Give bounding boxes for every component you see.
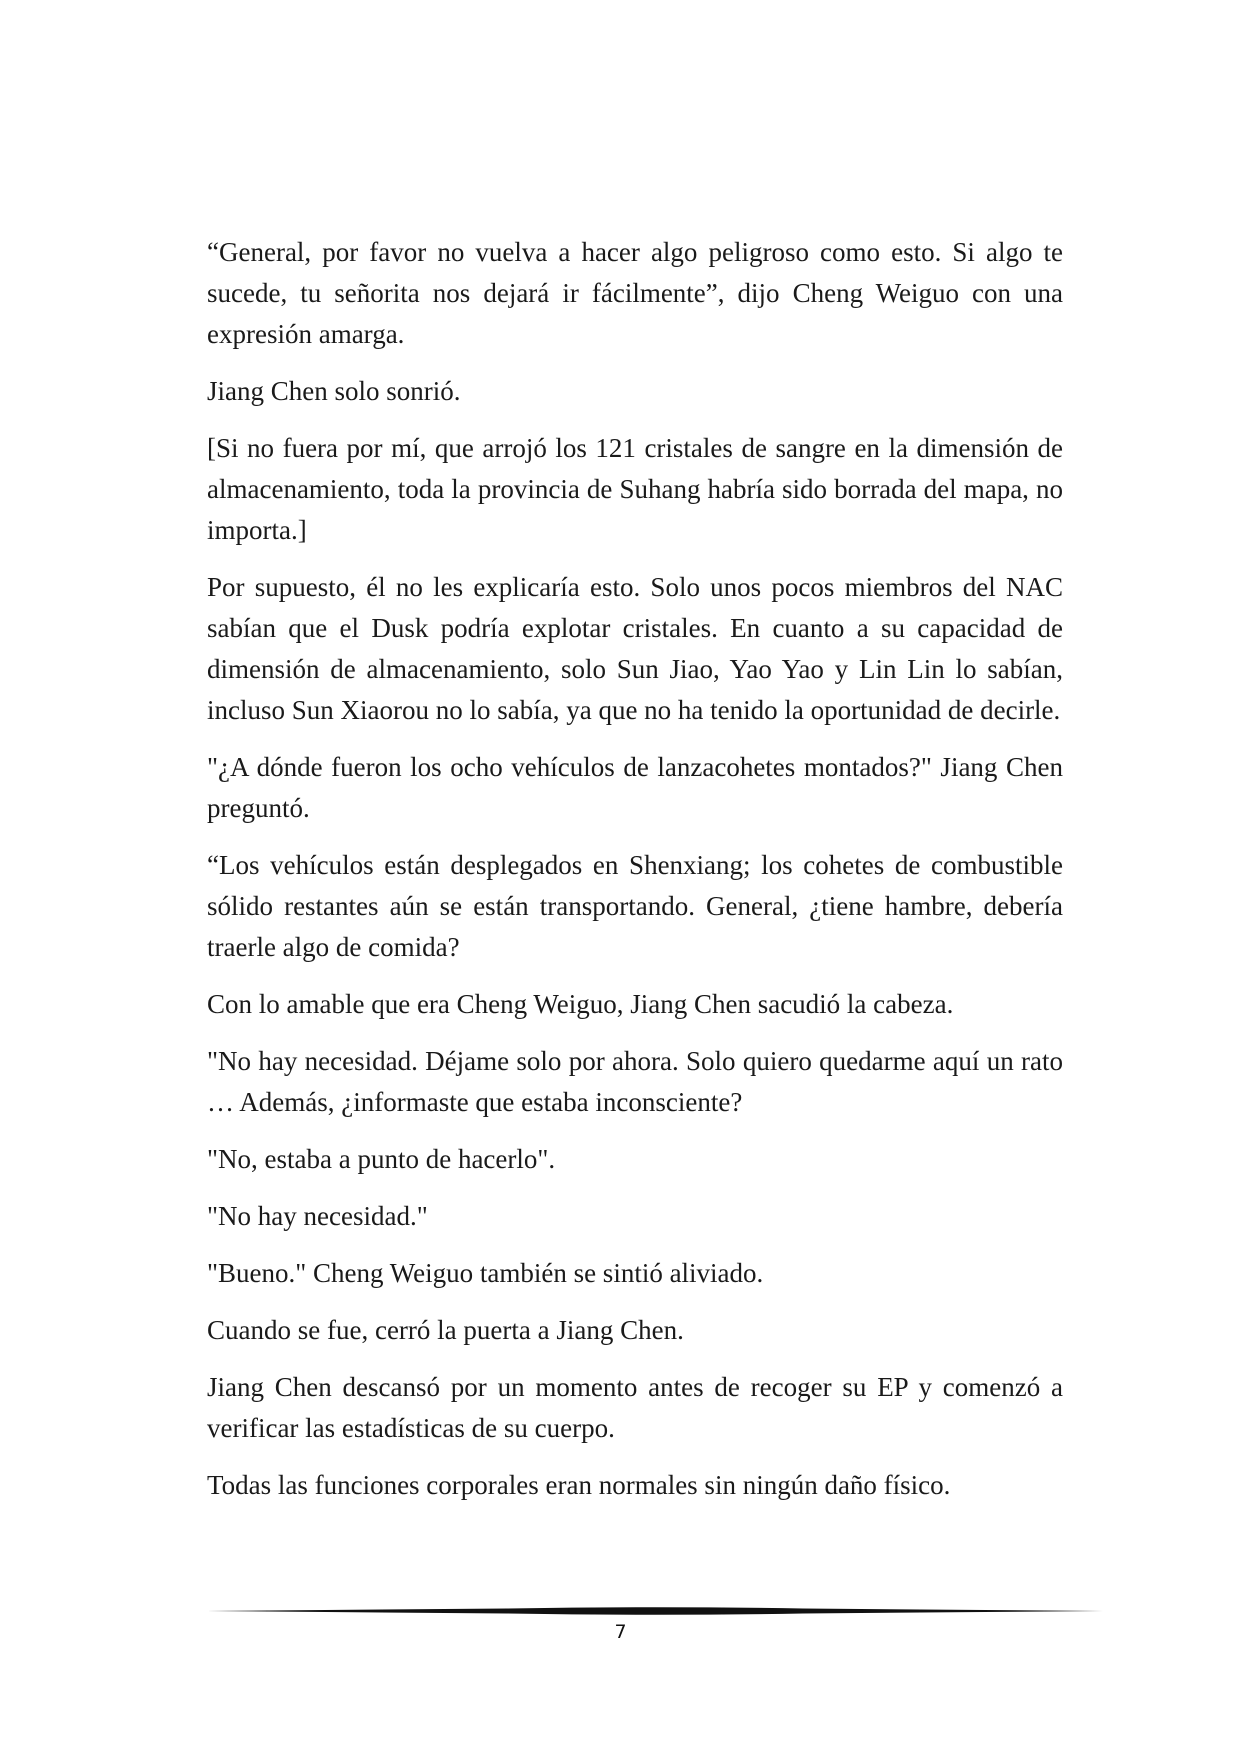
paragraph-10: "No hay necesidad." (207, 1201, 428, 1231)
paragraph-6: “Los vehículos están desplegados en Shenxiang; los cohetes de combustible sólido restantes aún se están transportando. General, ¿tiene hambre, debería traerle algo de comida? (207, 850, 1063, 962)
paragraph-2: Jiang Chen solo sonrió. (207, 376, 461, 406)
paragraph-7: Con lo amable que era Cheng Weiguo, Jiang Chen sacudió la cabeza. (207, 989, 954, 1019)
paragraph-14: Todas las funciones corporales eran normales sin ningún daño físico. (207, 1470, 951, 1500)
paragraph-9: "No, estaba a punto de hacerlo". (207, 1144, 556, 1174)
paragraph-8: "No hay necesidad. Déjame solo por ahora. Solo quiero quedarme aquí un rato … Además, ¿informaste que estaba inconsciente? (207, 1046, 1063, 1117)
paragraph-13: Jiang Chen descansó por un momento antes de recoger su EP y comenzó a verificar las estadísticas de su cuerpo. (207, 1372, 1063, 1443)
body-text (207, 232, 1063, 1522)
paragraph-12: Cuando se fue, cerró la puerta a Jiang Chen. (207, 1315, 684, 1345)
page-number: 7 (614, 1621, 627, 1643)
paragraph-11: "Bueno." Cheng Weiguo también se sintió aliviado. (207, 1258, 764, 1288)
footer-divider-swash (207, 1607, 1103, 1615)
paragraph-1: “General, por favor no vuelva a hacer algo peligroso como esto. Si algo te sucede, tu señorita nos dejará ir fácilmente”, dijo Cheng Weiguo con una expresión amarga. (207, 237, 1063, 349)
paragraph-5: "¿A dónde fueron los ocho vehículos de lanzacohetes montados?" Jiang Chen preguntó. (207, 752, 1063, 823)
footer-divider (207, 1604, 1103, 1618)
paragraph-3: [Si no fuera por mí, que arrojó los 121 cristales de sangre en la dimensión de almacenamiento, toda la provincia de Suhang habría sido borrada del mapa, no importa.] (207, 433, 1063, 545)
paragraph-4: Por supuesto, él no les explicaría esto. Solo unos pocos miembros del NAC sabían que el Dusk podría explotar cristales. En cuanto a su capacidad de dimensión de almacenamiento, solo Sun Jiao, Yao Yao y Lin Lin lo sabían, incluso Sun Xiaorou no lo sabía, ya que no ha tenido la oportunidad de decirle. (207, 572, 1063, 725)
